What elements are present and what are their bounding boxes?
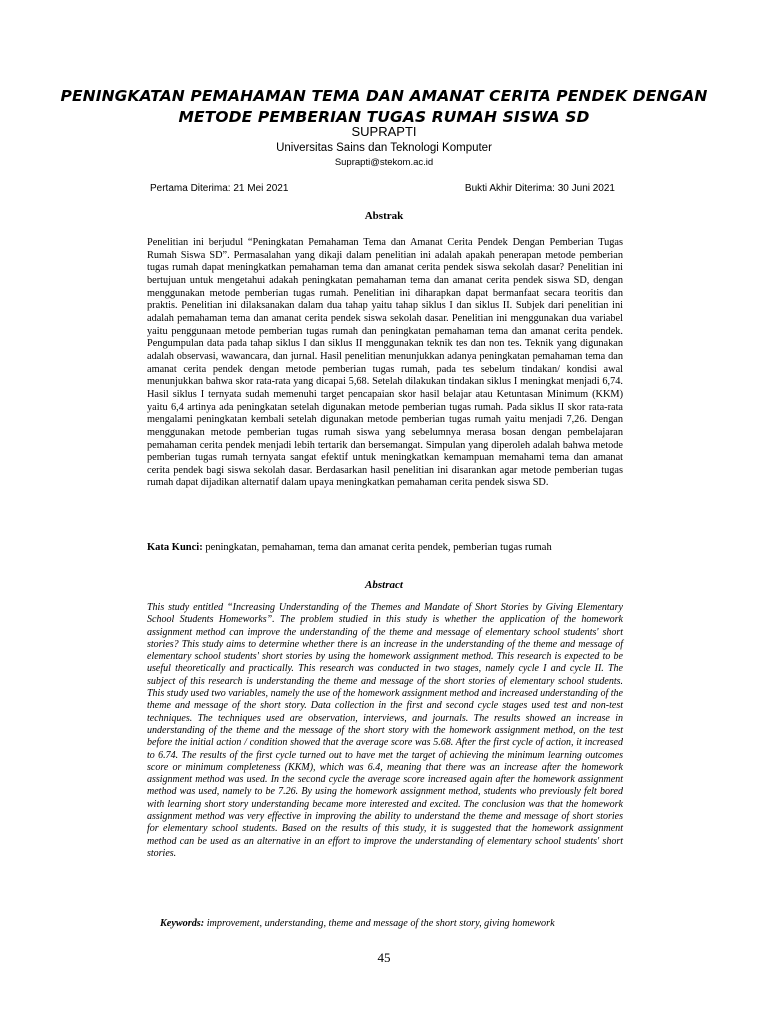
abstract-id-heading: Abstrak — [364, 210, 404, 222]
abstract-en-heading: Abstract — [365, 579, 403, 591]
keywords-en-label: Keywords: — [160, 918, 205, 929]
accepted-date: Bukti Akhir Diterima: 30 Juni 2021 — [464, 183, 615, 194]
keywords-id-label: Kata Kunci: — [147, 542, 203, 553]
abstract-id-text: Penelitian ini berjudul “Peningkatan Pemahaman Tema dan Amanat Cerita Pendek Dengan Pemberian Tugas Rumah Siswa SD”. Permasalahan yang dikaji dalam penelitian ini adalah apakah penerapan metode pemberian tugas rumah dapat meningkatkan pemahaman tema dan amanat cerita pendek siswa sekolah dasar? Penelitian ini bertujuan untuk mengetahui adakah peningkatan pemahaman tema dan amanat cerita pendek siswa SD, dengan menggunakan metode pemberian tugas rumah. Penelitian ini diharapkan dapat bermanfaat secara teoritis dan praktis. Penelitian ini dilaksanakan dalam dua tahap yaitu tahap siklus I dan siklus II. Subjek dari penelitian ini adalah pemahaman tema dan amanat cerita pendek siswa sekolah dasar. Penelitian ini menggunakan dua variabel yaitu penggunaan metode pemberian tugas rumah dan peningkatan pemahaman tema dan amanat cerita pendek. Pengumpulan data pada tahap siklus I dan siklus II menggunakan teknik tes dan non tes. Teknik yang digunakan adalah observasi, wawancara, dan jurnal. Hasil penelitian menunjukkan adanya peningkatan pemahaman tema dan amanat cerita pendek dengan metode pemberian tugas rumah, pada tes sebelum tindakan/ kondisi awal menunjukkan bahwa skor rata-rata yang dicapai 5,68. Setelah dilakukan tindakan siklus I meningkat menjadi 6,74. Hasil siklus I ternyata sudah memenuhi target pencapaian skor hasil belajar atau Ketuntasan Minimum (KKM) yaitu 6,4 artinya ada peningkatan setelah digunakan metode pemberian tugas rumah. Pada siklus II skor rata-rata mengalami peningkatan kembali setelah digunakan metode pemberian tugas rumah yaitu menjadi 7,26. Dengan menggunakan metode pemberian tugas rumah siswa yang sebelumnya merasa bosan dengan pembelajaran pemahaman cerita pendek menjadi lebih tertarik dan bersemangat. Simpulan yang diperoleh adalah bahwa metode pemberian tugas rumah ternyata sangat efektif untuk meningkatkan kemampuan memahami tema dan amanat cerita pendek bagi siswa sekolah dasar. Berdasarkan hasil penelitian ini disarankan agar metode pemberian tugas rumah dapat dijadikan alternatif dalam upaya meningkatkan pemahaman cerita pendek siswa SD. — [147, 237, 623, 489]
abstract-en-text: This study entitled “Increasing Understanding of the Themes and Mandate of Short Stories by Giving Elementary School Students Homeworks”. The problem studied in this study is whether the application of the homework assignment method can improve the understanding of the theme and message of elementary school students' short stories? This study aims to determine whether there is an increase in the understanding of the theme and message of elementary school students' short stories by using the homework assignment method. This research is expected to be useful theoretically and practically. This research was conducted in two stages, namely cycle I and cycle II. The subject of this research is understanding the theme and message of the short stories of elementary school students. This study used two variables, namely the use of the homework assignment method and increased understanding of the theme and message of the short story. Data collection in the first and second cycle stages used test and non-test techniques. The techniques used are observation, interviews, and journals. The results showed an increase in understanding of the theme and the message of the short story with the homework assignment method, on the test before the initial action / condition showed that the average score was 5.68. After the first cycle of action, it increased to 6.74. The results of the first cycle turned out to have met the target of achieving the minimum learning outcomes score or minimum completeness (KKM), which was 6.4, meaning that there was an increase after the homework assignment method was used. In the second cycle the average score increased again after the homework assignment method was used, namely to be 7.26. By using the homework assignment method, students who previously felt bored with learning short story understanding became more interested and excited. The conclusion was that the homework assignment method was very effective in improving the ability to understand the theme and message of short stories for elementary school students. Based on the results of this study, it is suggested that the homework assignment method can be used as an alternative in an effort to improve the understanding of elementary school students' short stories. — [147, 602, 623, 859]
keywords-id — [147, 542, 623, 553]
author-name: SUPRAPTI — [351, 124, 417, 139]
author-affiliation: Universitas Sains dan Teknologi Komputer — [276, 142, 492, 154]
keywords-en — [160, 918, 620, 929]
received-date: Pertama Diterima: 21 Mei 2021 — [150, 183, 289, 194]
keywords-en-values: improvement, understanding, theme and message of the short story, giving homework — [204, 918, 555, 929]
page-number: 45 — [377, 950, 391, 965]
submission-dates — [150, 183, 615, 194]
author-email: Suprapti@stekom.ac.id — [334, 157, 434, 168]
paper-title: PENINGKATAN PEMAHAMAN TEMA DAN AMANAT CERITA PENDEK DENGAN METODE PEMBERIAN TUGAS RUMAH SISWA SD — [60, 87, 708, 126]
keywords-id-values: peningkatan, pemahaman, tema dan amanat cerita pendek, pemberian tugas rumah — [202, 542, 552, 553]
